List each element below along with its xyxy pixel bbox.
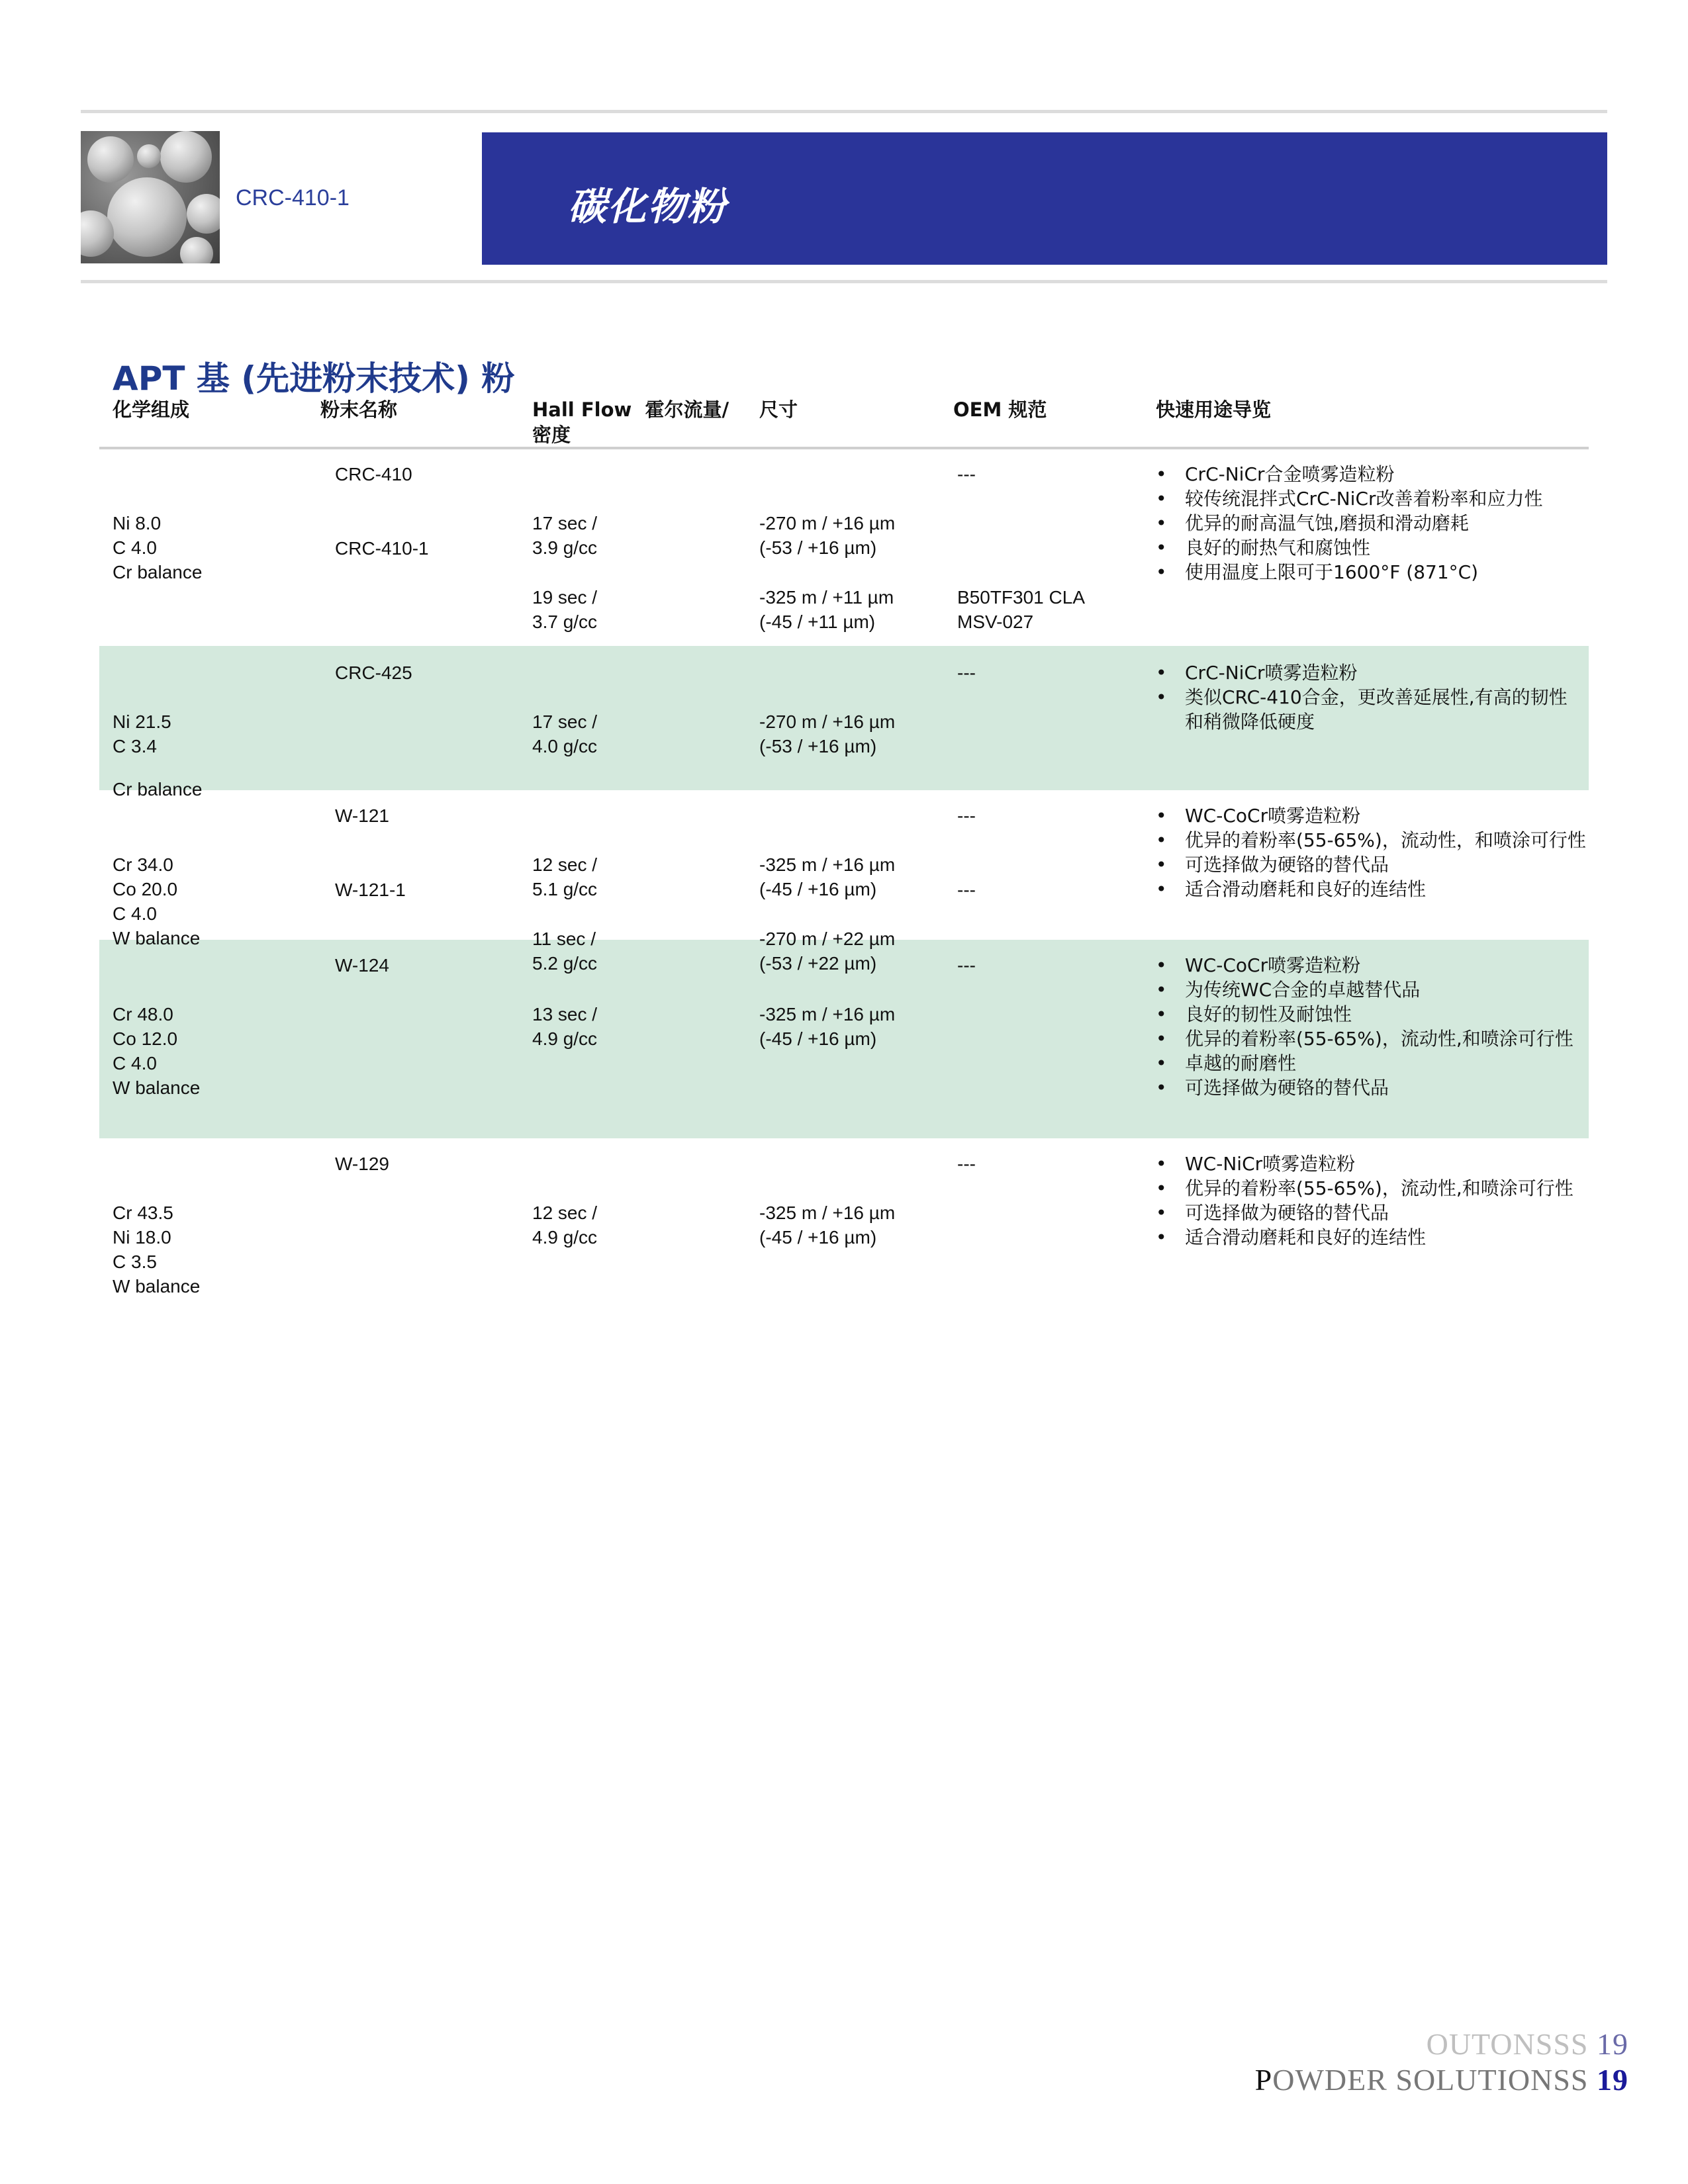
powder-name-cell: W-124 bbox=[335, 955, 389, 976]
size-cell: -270 m / +16 µm (-53 / +16 µm) bbox=[759, 513, 896, 558]
col-header-composition: 化学组成 bbox=[113, 398, 190, 421]
flow-cell: 19 sec / 3.7 g/cc bbox=[532, 587, 598, 632]
top-rule bbox=[81, 110, 1607, 113]
list-item: • 使用温度上限可于1600°F (871°C) bbox=[1156, 560, 1543, 584]
list-item: • 可选择做为硬铬的替代品 bbox=[1156, 1075, 1573, 1100]
list-item: • 类似CRC-410合金，更改善延展性,有高的韧性 和稍微降低硬度 bbox=[1156, 685, 1568, 734]
list-item: • WC-NiCr喷雾造粒粉 bbox=[1156, 1152, 1573, 1176]
flow-cell: 17 sec / 3.9 g/cc bbox=[532, 513, 598, 558]
flow-cell: 17 sec / 4.0 g/cc bbox=[532, 711, 598, 756]
powder-name-cell: CRC-410-1 bbox=[335, 538, 429, 559]
powder-name-cell: W-129 bbox=[335, 1154, 389, 1174]
list-item: • WC-CoCr喷雾造粒粉 bbox=[1156, 953, 1573, 978]
powder-name-cell: CRC-410 bbox=[335, 464, 412, 484]
powder-micrograph-image bbox=[81, 131, 220, 263]
col-header-uses: 快速用途导览 bbox=[1156, 398, 1272, 421]
list-item: • 良好的耐热气和腐蚀性 bbox=[1156, 535, 1543, 560]
powder-name-cell: W-121-1 bbox=[335, 880, 406, 900]
list-item: • 优异的着粉率(55-65%)，流动性，和喷涂可行性 bbox=[1156, 828, 1586, 852]
composition-cell: Cr 48.0 Co 12.0 C 4.0 W balance bbox=[113, 1004, 201, 1098]
list-item: • 适合滑动磨耗和良好的连结性 bbox=[1156, 1225, 1573, 1250]
oem-cell: B50TF301 CLA MSV-027 bbox=[957, 587, 1085, 632]
list-item: • CrC-NiCr合金喷雾造粒粉 bbox=[1156, 462, 1543, 486]
uses-list bbox=[1156, 462, 1543, 584]
list-item: • 卓越的耐磨性 bbox=[1156, 1051, 1573, 1075]
oem-cell: --- bbox=[957, 955, 976, 976]
size-cell: -325 m / +11 µm (-45 / +11 µm) bbox=[759, 587, 894, 632]
size-cell: -325 m / +16 µm (-45 / +16 µm) bbox=[759, 1004, 896, 1049]
list-item: • 优异的耐高温气蚀,磨损和滑动磨耗 bbox=[1156, 511, 1543, 535]
uses-list bbox=[1156, 803, 1586, 901]
composition-cell: Ni 8.0 C 4.0 Cr balance bbox=[113, 513, 203, 582]
list-item: • 优异的着粉率(55-65%)，流动性,和喷涂可行性 bbox=[1156, 1176, 1573, 1201]
oem-cell: --- bbox=[957, 805, 976, 826]
section-title: APT 基 (先进粉末技术) 粉 bbox=[113, 359, 515, 398]
uses-list bbox=[1156, 660, 1568, 734]
footer-ghost-page: 19 bbox=[1597, 2027, 1628, 2061]
footer-ghost-text: OUTONSSS bbox=[1426, 2027, 1589, 2061]
oem-cell: --- bbox=[957, 662, 976, 683]
list-item: • 较传统混拌式CrC-NiCr改善着粉率和应力性 bbox=[1156, 486, 1543, 511]
header-underline bbox=[99, 447, 1589, 449]
list-item: • 可选择做为硬铬的替代品 bbox=[1156, 1201, 1573, 1225]
col-header-oem: OEM 规范 bbox=[953, 398, 1047, 421]
powder-name-cell: CRC-425 bbox=[335, 662, 412, 683]
list-item: • WC-CoCr喷雾造粒粉 bbox=[1156, 803, 1586, 828]
list-item: • 良好的韧性及耐蚀性 bbox=[1156, 1002, 1573, 1026]
size-cell: -270 m / +16 µm (-53 / +16 µm) bbox=[759, 711, 896, 756]
oem-cell: --- bbox=[957, 1154, 976, 1174]
uses-list bbox=[1156, 1152, 1573, 1250]
list-item: • 可选择做为硬铬的替代品 bbox=[1156, 852, 1586, 877]
uses-list bbox=[1156, 953, 1573, 1100]
composition-cell: Ni 21.5 C 3.4 Cr balance bbox=[113, 711, 203, 799]
composition-cell: Cr 43.5 Ni 18.0 C 3.5 W balance bbox=[113, 1203, 201, 1297]
product-label: CRC-410-1 bbox=[236, 185, 350, 210]
col-header-hall-flow: Hall Flow 霍尔流量/ 密度 bbox=[532, 398, 729, 446]
list-item: • CrC-NiCr喷雾造粒粉 bbox=[1156, 660, 1568, 685]
banner-title: 碳化物粉 bbox=[568, 184, 727, 229]
footer-initial: P bbox=[1254, 2063, 1273, 2097]
title-banner bbox=[482, 132, 1607, 265]
list-item: • 为传统WC合金的卓越替代品 bbox=[1156, 978, 1573, 1002]
footer-ghost-line bbox=[1427, 2026, 1628, 2062]
oem-cell: --- bbox=[957, 880, 976, 900]
oem-cell: --- bbox=[957, 464, 976, 484]
composition-cell: Cr 34.0 Co 20.0 C 4.0 W balance bbox=[113, 854, 201, 948]
col-header-size: 尺寸 bbox=[759, 398, 798, 421]
flow-cell: 12 sec / 4.9 g/cc bbox=[532, 1203, 598, 1248]
header-bottom-rule bbox=[81, 280, 1607, 283]
list-item: • 适合滑动磨耗和良好的连结性 bbox=[1156, 877, 1586, 901]
powder-name-cell: W-121 bbox=[335, 805, 389, 826]
flow-cell: 13 sec / 4.9 g/cc bbox=[532, 1004, 598, 1049]
page-number: 19 bbox=[1597, 2063, 1628, 2097]
footer-line bbox=[1255, 2062, 1628, 2097]
size-cell: -270 m / +22 µm (-53 / +22 µm) bbox=[759, 929, 896, 974]
col-header-powder-name: 粉末名称 bbox=[320, 398, 398, 421]
size-cell: -325 m / +16 µm (-45 / +16 µm) bbox=[759, 1203, 896, 1248]
flow-cell: 11 sec / 5.2 g/cc bbox=[532, 929, 598, 974]
footer-text: OWDER SOLUTIONSS bbox=[1272, 2063, 1589, 2097]
size-cell: -325 m / +16 µm (-45 / +16 µm) bbox=[759, 854, 896, 899]
list-item: • 优异的着粉率(55-65%)，流动性,和喷涂可行性 bbox=[1156, 1026, 1573, 1051]
flow-cell: 12 sec / 5.1 g/cc bbox=[532, 854, 598, 899]
